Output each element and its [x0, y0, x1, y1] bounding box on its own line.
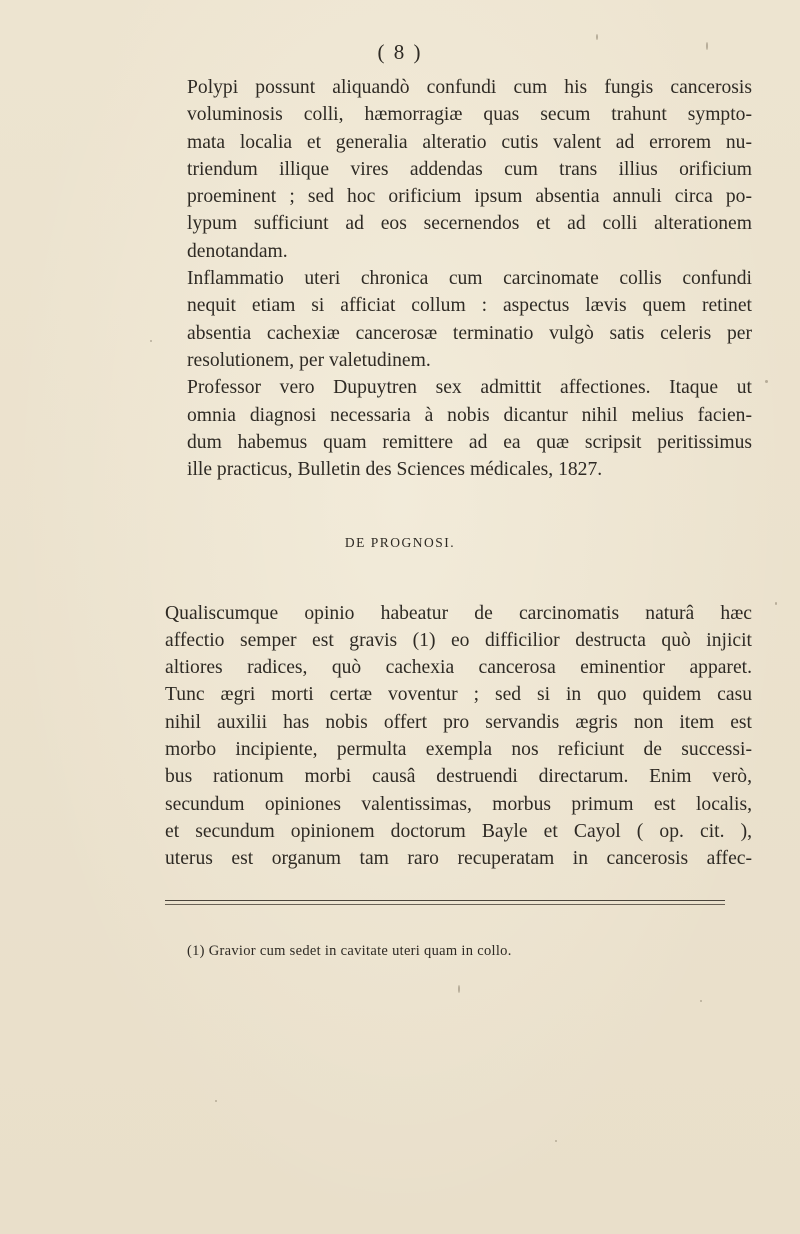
paragraph-prognosi [165, 600, 752, 873]
section-heading: DE PROGNOSI. [344, 535, 456, 550]
body-text-bottom [165, 580, 752, 892]
text-line: dum habemus quam remittere ad ea quæ scripsit peritissimus [187, 431, 752, 453]
footnote-rule-thin [165, 904, 725, 905]
text-line: proeminent ; sed hoc orificium ipsum absentia annuli circa po- [187, 186, 752, 208]
text-line: Inflammatio uteri chronica cum carcinomate collis confundi [187, 268, 752, 290]
text-line: nequit etiam si afficiat collum : aspectus lævis quem retinet [187, 295, 752, 317]
text-line: voluminosis colli, hæmorragiæ quas secum trahunt sympto- [187, 104, 752, 126]
paper-speck [596, 34, 598, 40]
text-line: absentia cachexiæ cancerosæ terminatio vulgò satis celeris per [187, 322, 752, 344]
page-number: ( 8 ) [377, 40, 423, 64]
paper-speck [555, 1140, 557, 1142]
paper-speck [150, 340, 152, 342]
paper-speck [765, 380, 768, 383]
body-text-top [165, 74, 752, 483]
text-line: uterus est organum tam raro recuperatam in cancerosis affec- [165, 848, 752, 870]
text-line: denotandam. [187, 240, 288, 262]
paper-speck [458, 985, 460, 993]
footnote-rule [165, 900, 725, 901]
text-line: triendum illique vires addendas cum trans illius orificium [187, 158, 752, 180]
text-line: bus rationum morbi causâ destruendi directarum. Enim verò, [165, 766, 752, 788]
text-line: mata localia et generalia alteratio cutis valent ad errorem nu- [187, 131, 752, 153]
text-line: omnia diagnosi necessaria à nobis dicantur nihil melius facien- [187, 404, 752, 426]
text-line: nihil auxilii has nobis offert pro servandis ægris non item est [165, 711, 752, 733]
paper-speck [775, 602, 777, 605]
paragraph-polypi [165, 74, 752, 265]
text-line: Tunc ægri morti certæ voventur ; sed si in quo quidem casu [165, 684, 752, 706]
paragraph-inflammatio [165, 265, 752, 374]
footnote: (1) Gravior cum sedet in cavitate uteri quam in collo. [187, 943, 512, 959]
text-line: secundum opiniones valentissimas, morbus primum est localis, [165, 793, 752, 815]
text-line: resolutionem, per valetudinem. [187, 349, 431, 371]
text-line: Qualiscumque opinio habeatur de carcinomatis naturâ hæc [165, 602, 752, 624]
paragraph-dupuytren [165, 374, 752, 483]
paper-speck [700, 1000, 702, 1002]
text-line: et secundum opinionem doctorum Bayle et Cayol ( op. cit. ), [165, 820, 752, 842]
text-line: lypum sufficiunt ad eos secernendos et ad colli alterationem [187, 213, 752, 235]
text-line: ille practicus, Bulletin des Sciences médicales, 1827. [187, 459, 603, 481]
text-line: altiores radices, quò cachexia cancerosa eminentior apparet. [165, 657, 752, 679]
paper-speck [215, 1100, 217, 1102]
text-line: Polypi possunt aliquandò confundi cum his fungis cancerosis [187, 77, 752, 98]
text-line: morbo incipiente, permulta exempla nos reficiunt de successi- [165, 739, 752, 761]
paper-speck [706, 42, 708, 50]
text-line: Professor vero Dupuytren sex admittit affectiones. Itaque ut [187, 377, 752, 399]
text-line: affectio semper est gravis (1) eo difficilior destructa quò injicit [165, 629, 752, 651]
